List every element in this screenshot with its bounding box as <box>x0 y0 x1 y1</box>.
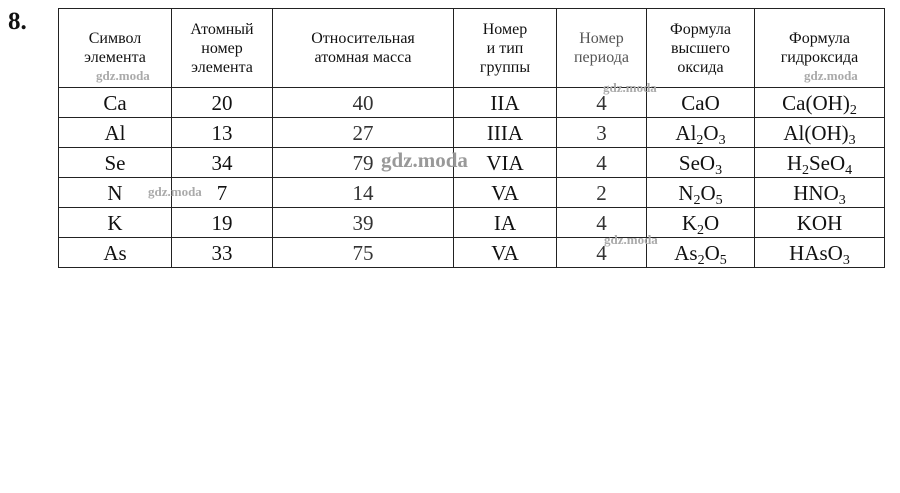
cell-hydroxide: $HNO_3$ <box>755 178 885 208</box>
cell-group: VA <box>454 238 557 268</box>
cell-atomic-number: 34 <box>172 148 273 178</box>
cell-symbol: Al <box>59 118 172 148</box>
cell-period: 2 <box>557 178 647 208</box>
cell-atomic-number: 19 <box>172 208 273 238</box>
header-line: гидроксида <box>780 49 859 66</box>
header-line: Формула <box>789 30 850 47</box>
cell-atomic-number: 33 <box>172 238 273 268</box>
cell-symbol: K <box>59 208 172 238</box>
cell-symbol: Se <box>59 148 172 178</box>
cell-mass: 79 <box>273 148 454 178</box>
table-row <box>59 118 885 148</box>
cell-group: IIIA <box>454 118 557 148</box>
cell-period: 4 <box>557 88 647 118</box>
cell-group: VA <box>454 178 557 208</box>
header-line: элемента <box>191 58 253 76</box>
table-row <box>59 238 885 268</box>
header-line: Символ <box>88 30 142 47</box>
table-row <box>59 148 885 178</box>
header-line: периода <box>573 49 629 66</box>
header-line: Номер <box>579 30 624 47</box>
header-atomic-number <box>172 9 273 88</box>
header-period <box>557 9 647 88</box>
cell-oxide: $N_2O_5$ <box>647 178 755 208</box>
watermark: gdz.moda <box>804 68 858 83</box>
cell-hydroxide: KOH <box>755 208 885 238</box>
cell-atomic-number: 7 <box>172 178 273 208</box>
header-line: Формула <box>670 20 731 38</box>
elements-table <box>58 8 885 268</box>
watermark: gdz.moda <box>603 80 657 95</box>
header-relative-mass <box>273 9 454 88</box>
watermark: gdz.moda <box>96 68 150 83</box>
header-group <box>454 9 557 88</box>
cell-oxide: $Al_2O_3$ <box>647 118 755 148</box>
cell-group: IIA <box>454 88 557 118</box>
cell-period: 3 <box>557 118 647 148</box>
task-number: 8. <box>8 8 27 35</box>
cell-oxide: $K_2O$ <box>647 208 755 238</box>
header-line: номер <box>201 39 243 57</box>
cell-period: 4 <box>557 208 647 238</box>
cell-mass: 39 <box>273 208 454 238</box>
watermark: gdz.moda <box>604 232 658 247</box>
cell-mass: 75 <box>273 238 454 268</box>
cell-group: IA <box>454 208 557 238</box>
cell-atomic-number: 20 <box>172 88 273 118</box>
header-line: и тип <box>486 39 524 57</box>
watermark: gdz.moda <box>381 148 468 172</box>
cell-symbol: As <box>59 238 172 268</box>
watermark: gdz.moda <box>148 184 202 199</box>
cell-group: VIA <box>454 148 557 178</box>
table-header-row <box>59 9 885 88</box>
header-line: группы <box>479 58 531 76</box>
cell-hydroxide: HAsO$_3$ <box>755 238 885 268</box>
table-row <box>59 208 885 238</box>
cell-oxide: CaO <box>647 88 755 118</box>
header-oxide <box>647 9 755 88</box>
header-line: высшего <box>671 39 730 57</box>
header-line: атомная масса <box>314 49 412 66</box>
header-line: Атомный <box>190 20 254 38</box>
header-line: элемента <box>84 49 146 66</box>
cell-hydroxide: $Al(OH)_3$ <box>755 118 885 148</box>
header-line: Относительная <box>311 30 415 47</box>
cell-symbol: N <box>59 178 172 208</box>
cell-period: 4 <box>557 148 647 178</box>
cell-symbol: Ca <box>59 88 172 118</box>
cell-hydroxide: $Ca(OH)_2$ <box>755 88 885 118</box>
cell-mass: 40 <box>273 88 454 118</box>
table-row <box>59 88 885 118</box>
cell-period: 4 <box>557 238 647 268</box>
cell-hydroxide: $H_2SeO_4$ <box>755 148 885 178</box>
cell-atomic-number: 13 <box>172 118 273 148</box>
cell-oxide: $As_2O_5$ <box>647 238 755 268</box>
cell-mass: 27 <box>273 118 454 148</box>
header-line: оксида <box>677 58 724 76</box>
header-line: Номер <box>482 20 528 38</box>
cell-oxide: SeO$_3$ <box>647 148 755 178</box>
cell-mass: 14 <box>273 178 454 208</box>
